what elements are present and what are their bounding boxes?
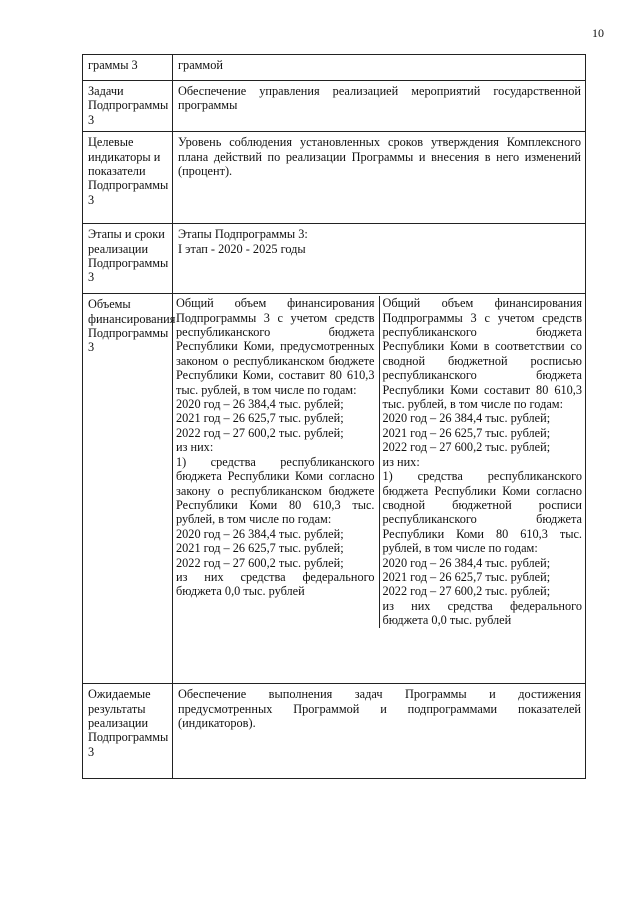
funding-federal: из них средства федерального бюджета 0,0 тыс. рублей — [176, 569, 375, 599]
funding-of-them: из них: — [382, 454, 420, 469]
page-number: 10 — [592, 26, 604, 40]
table-row — [83, 55, 586, 81]
funding-year: 2020 год – 26 384,4 тыс. рублей; — [176, 526, 344, 541]
funding-of-them: из них: — [176, 440, 214, 455]
funding-federal: из них средства федерального бюджета 0,0 тыс. рублей — [382, 598, 582, 628]
funding-item: 1) средства республиканского бюджета Республики Коми согласно закону о республиканском бюджете Республики Коми 80 610,3 тыс. рублей, в том числе по годам: — [176, 454, 375, 527]
stages-heading: Этапы Подпрограммы 3: — [178, 227, 308, 242]
funding-intro: Общий объем финансирования Подпрограммы 3 с учетом средств республиканского бюджета Республики Коми, предусмотренных законом о республиканском бюджете Республики Коми, составит 80 610,3 тыс. рублей, в том числе по годам: — [176, 296, 375, 397]
funding-year: 2020 год – 26 384,4 тыс. рублей; — [176, 397, 344, 412]
funding-comparison — [176, 296, 582, 627]
row-label: граммы 3 — [83, 55, 173, 81]
funding-intro: Общий объем финансирования Подпрограммы 3 с учетом средств республиканского бюджета Республики Коми в соответствии со сводной бюджетной росписью республиканского бюджета Республики Коми составит 80 610,3 тыс. рублей, в том числе по годам: — [382, 296, 582, 412]
row-content — [173, 224, 586, 294]
row-content: Обеспечение выполнения задач Программы и достижения предусмотренных Программой и подпрограммами показателей (индикаторов). — [173, 684, 586, 779]
table-row — [83, 684, 586, 779]
row-label: Целевые индикаторы и показатели Подпрограммы 3 — [83, 132, 173, 224]
funding-year: 2021 год – 26 625,7 тыс. рублей; — [382, 425, 551, 440]
funding-item: 1) средства республиканского бюджета Республики Коми согласно сводной бюджетной росписи республиканского бюджета Республики Коми 80 610,3 тыс. рублей, в том числе по годам: — [382, 469, 582, 556]
row-content: Уровень соблюдения установленных сроков утверждения Комплексного плана действий по реализации Программы и внесения в него изменений (процент). — [173, 132, 586, 224]
row-label: Ожидаемые результаты реализации Подпрограммы 3 — [83, 684, 173, 779]
funding-year: 2021 год – 26 625,7 тыс. рублей; — [176, 411, 344, 426]
row-label: Задачи Подпрограммы 3 — [83, 81, 173, 132]
row-content: граммой — [173, 55, 586, 81]
row-content: Обеспечение управления реализацией мероприятий государственной программы — [173, 81, 586, 132]
funding-year: 2022 год – 27 600,2 тыс. рублей; — [382, 440, 551, 455]
funding-year: 2022 год – 27 600,2 тыс. рублей; — [382, 584, 551, 599]
funding-column-law — [176, 296, 379, 627]
subprogram-passport-table — [82, 54, 586, 779]
table-row — [83, 294, 586, 684]
funding-year: 2020 год – 26 384,4 тыс. рублей; — [382, 555, 551, 570]
table-row — [83, 132, 586, 224]
row-label: Объемы финансирования Подпрограммы 3 — [83, 294, 173, 684]
funding-year: 2022 год – 27 600,2 тыс. рублей; — [176, 555, 344, 570]
table-row — [83, 224, 586, 294]
row-content — [173, 294, 586, 684]
funding-column-budget-list — [379, 296, 582, 627]
funding-year: 2021 год – 26 625,7 тыс. рублей; — [382, 569, 551, 584]
funding-year: 2022 год – 27 600,2 тыс. рублей; — [176, 425, 344, 440]
funding-year: 2020 год – 26 384,4 тыс. рублей; — [382, 411, 551, 426]
funding-year: 2021 год – 26 625,7 тыс. рублей; — [176, 541, 344, 556]
stage-item: I этап - 2020 - 2025 годы — [178, 241, 306, 256]
row-label: Этапы и сроки реализации Подпрограммы 3 — [83, 224, 173, 294]
table-row — [83, 81, 586, 132]
